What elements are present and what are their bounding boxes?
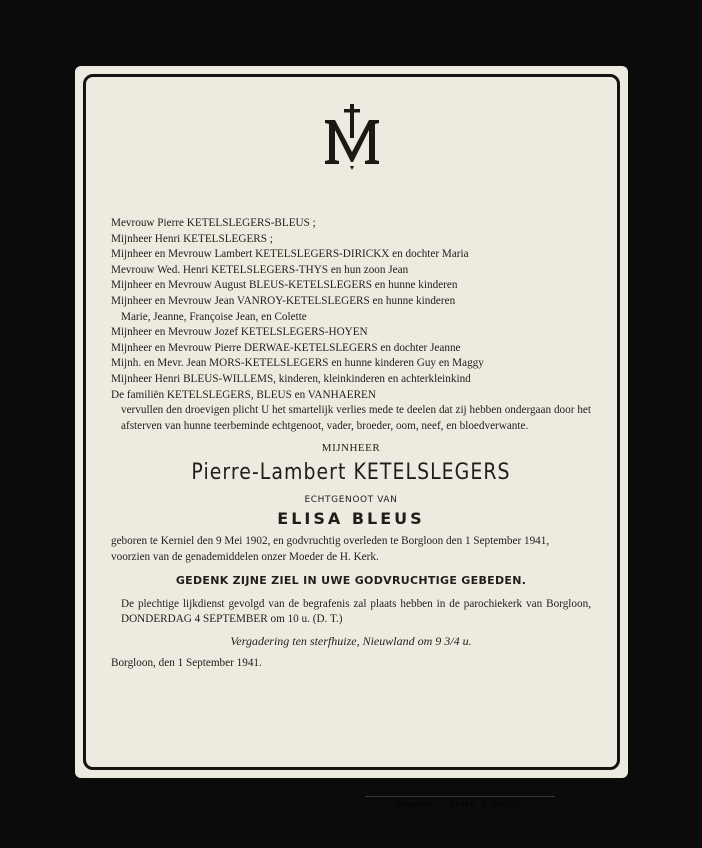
spouse-name: ELISA BLEUS (277, 509, 425, 529)
family-line: Mijnheer en Mevrouw Jozef KETELSLEGERS-HOYEN (111, 326, 368, 339)
family-line: Mijnh. en Mevr. Jean MORS-KETELSLEGERS en hunne kinderen Guy en Maggy (111, 357, 484, 370)
cross-monogram-icon (321, 104, 383, 170)
dateline: Borgloon, den 1 September 1941. (111, 656, 262, 669)
biography-text: geboren te Kerniel den 9 Mei 1902, en godvruchtig overleden te Borgloon den 1 September 1941, voorzien van de genademiddelen onzer Moeder de H. Kerk. (111, 535, 550, 563)
prayer-request: GEDENK ZIJNE ZIEL IN UWE GODVRUCHTIGE GEBEDEN. (175, 573, 527, 587)
message-text: vervullen den droevigen plicht U het smartelijk verlies mede te deelen dat zij hebben ondergaan door het afsterven van hunne teerbeminde echtgenoot, vader, broeder, oom, neef, en bloedverwante. (121, 404, 591, 432)
deceased-name: Pierre-Lambert KETELSLEGERS (191, 460, 511, 486)
family-line: Mevrouw Pierre KETELSLEGERS-BLEUS ; (111, 217, 316, 229)
announcement-content (111, 216, 591, 669)
deceased-title: MIJNHEER (321, 442, 381, 455)
family-line: Mevrouw Wed. Henri KETELSLEGERS-THYS en hun zoon Jean (111, 263, 409, 276)
monogram (75, 104, 628, 170)
biography (111, 534, 591, 565)
announcement-message (111, 403, 591, 434)
family-list (111, 216, 591, 403)
spouse-label: ECHTGENOOT VAN (304, 495, 398, 506)
funeral-text: De plechtige lijkdienst gevolgd van de begrafenis zal plaats hebben in de parochiekerk van Borgloon, DONDERDAG 4 SEPTEMBER om 10 u. (D. T.) (121, 597, 591, 626)
family-line: Mijnheer Henri BLEUS-WILLEMS, kinderen, kleinkinderen en achterkleinkind (111, 372, 471, 385)
family-line: Mijnheer en Mevrouw August BLEUS-KETELSLEGERS en hunne kinderen (111, 279, 458, 292)
memorial-card (75, 66, 628, 809)
family-line: Mijnheer Henri KETELSLEGERS ; (111, 232, 273, 245)
family-line: Marie, Jeanne, Françoise Jean, en Colette (121, 310, 307, 323)
family-line: Mijnheer en Mevrouw Pierre DERWAE-KETELSLEGERS en dochter Jeanne (111, 341, 461, 354)
funeral-details (111, 597, 591, 628)
family-line: Mijnheer en Mevrouw Lambert KETELSLEGERS-DIRICKX en dochter Maria (111, 248, 469, 261)
printer-credit: Borgloon — Drukk. S. PAQUE. (365, 796, 555, 809)
gathering-note: Vergadering ten sterfhuize, Nieuwland om 9 3/4 u. (230, 633, 472, 648)
family-line: Mijnheer en Mevrouw Jean VANROY-KETELSLEGERS en hunne kinderen (111, 294, 456, 307)
family-line: De familiën KETELSLEGERS, BLEUS en VANHAEREN (111, 388, 376, 401)
